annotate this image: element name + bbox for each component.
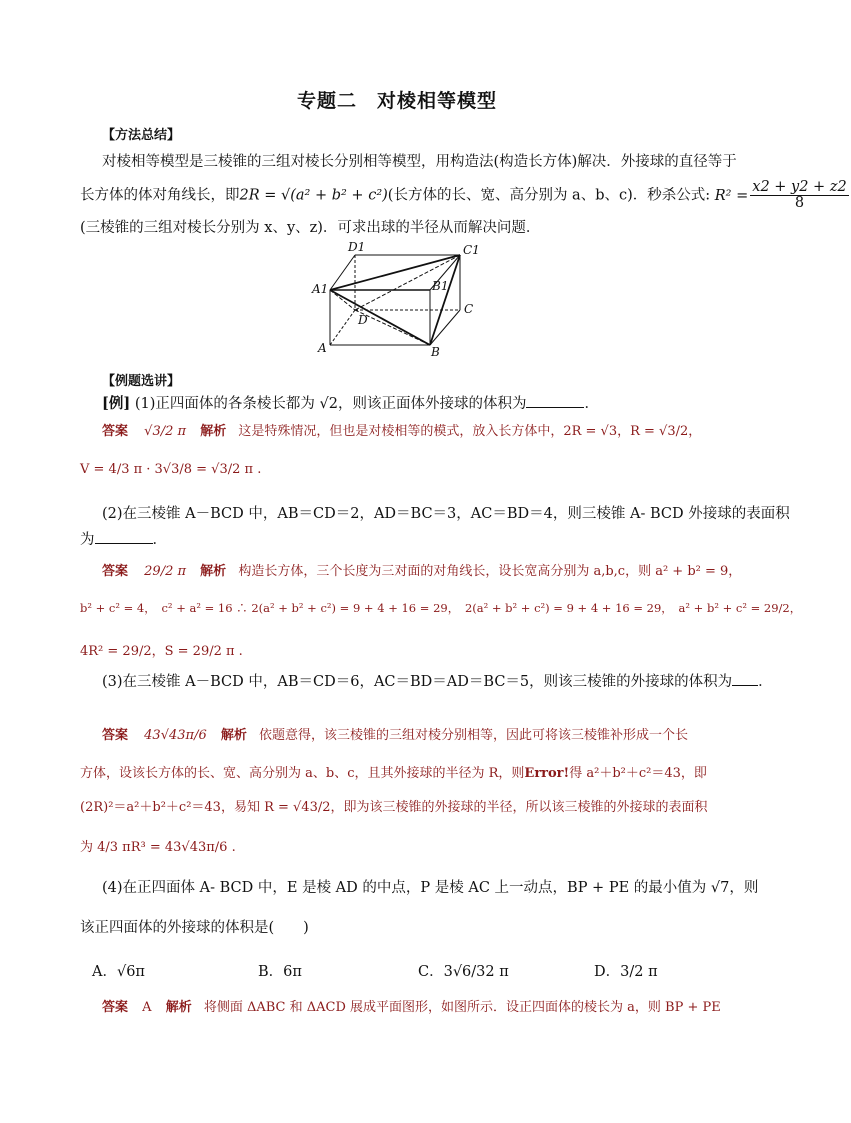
- method-line-2: [80, 180, 851, 211]
- q4-option-d[interactable]: D．3/2 π: [594, 964, 658, 980]
- q1-answer-line: [102, 420, 701, 439]
- q1-blank: [526, 393, 584, 408]
- q1-text: (1)正四面体的各条棱长都为 √2，则该正面体外接球的体积为: [134, 396, 527, 412]
- q4-stem-1: (4)在正四面体 A- BCD 中，E 是棱 AD 的中点，P 是棱 AC 上一动点，BP + PE 的最小值为 √7，则: [102, 880, 759, 896]
- label-C1: C1: [463, 243, 480, 257]
- q1-tag: [例]: [102, 395, 131, 412]
- label-D: D: [358, 313, 368, 327]
- q3-blank: [732, 671, 758, 686]
- q4-option-a[interactable]: A．√6π: [92, 964, 145, 980]
- formula-2R: 2R = √(a² + b² + c²): [239, 187, 388, 204]
- q2-blank: [95, 529, 153, 544]
- q2-analysis-2: b² + c² = 4， c² + a² = 16 ∴ 2(a² + b² + c²) = 9 + 4 + 16 = 29， 2(a² + b² + c²) = 9 + 4 + 16 = 29， a² + b² + c² = 29/2，: [80, 601, 802, 615]
- label-A1: A1: [312, 282, 329, 296]
- q1-analysis-label: 解析: [200, 424, 227, 439]
- q2-analysis-label: 解析: [200, 564, 227, 579]
- q1-analysis: 这是特殊情况，但也是对棱相等的模式，放入长方体中，2R = √3，R = √3/2，: [238, 424, 702, 439]
- formula-R2: [714, 179, 851, 212]
- method-line-1: 对棱相等模型是三棱锥的三组对棱长分别相等模型，用构造法(构造长方体)解决．外接球的直径等于: [102, 154, 737, 170]
- q3-analysis-3: (2R)²＝a²＋b²＋c²＝43，易知 R = √43/2，即为该三棱锥的外接球的半径，所以该三棱锥的外接球的表面积: [80, 800, 708, 815]
- q1-analysis-2: V = 4/3 π · 3√3/8 = √3/2 π .: [80, 462, 262, 477]
- q2-answer: 29/2 π: [144, 564, 187, 579]
- label-B1: B1: [432, 279, 449, 293]
- q2-analysis-3: 4R² = 29/2，S = 29/2 π .: [80, 644, 243, 659]
- q4-option-c[interactable]: C．3√6/32 π: [418, 964, 509, 980]
- q1-stem: [例] (1)正四面体的各条棱长都为 √2，则该正面体外接球的体积为 ．: [102, 395, 599, 412]
- q4-answer: A: [142, 1000, 152, 1015]
- q3-analysis-1: 依题意得，该三棱锥的三组对棱分别相等，因此可将该三棱锥补形成一个长: [259, 728, 689, 743]
- q1-answer-label: 答案: [102, 424, 129, 439]
- q4-answer-line: [102, 996, 721, 1015]
- q3-answer-label: 答案: [102, 728, 129, 743]
- q3-analysis-label: 解析: [220, 728, 247, 743]
- q2-answer-label: 答案: [102, 564, 129, 579]
- q4-analysis-label: 解析: [165, 1000, 192, 1015]
- formula-R2-num: x2 + y2 + z2: [752, 179, 847, 195]
- q3-analysis-4: 为 4/3 πR³ = 43√43π/6 .: [80, 840, 236, 855]
- q2-analysis-1: 构造长方体，三个长度为三对面的对角线长，设长宽高分别为 a,b,c，则 a² + b² = 9，: [238, 564, 742, 579]
- q3-analysis-2b: 得 a²＋b²＋c²＝43，即: [569, 766, 707, 781]
- q2-stem-1: (2)在三棱锥 A－BCD 中，AB＝CD＝2，AD＝BC＝3，AC＝BD＝4，则三棱锥 A- BCD 外接球的表面积: [102, 506, 790, 522]
- q3-answer: 43√43π/6: [144, 728, 207, 743]
- q3-answer-line: [102, 724, 688, 743]
- formula-R2-lhs: R² =: [714, 187, 749, 204]
- q4-stem-2: 该正四面体的外接球的体积是( ): [80, 920, 309, 936]
- method-line-2a: 长方体的体对角线长，即: [80, 187, 240, 204]
- q2-stem-2: 为 ．: [80, 528, 167, 549]
- method-heading: 【方法总结】: [102, 128, 181, 143]
- label-D1: D1: [348, 240, 366, 254]
- page-title: 专题二 对棱相等模型: [296, 90, 497, 112]
- examples-heading: 【例题选讲】: [102, 374, 181, 389]
- method-line-3: (三棱锥的三组对棱长分别为 x、y、z)．可求出球的半径从而解决问题．: [80, 220, 541, 236]
- q1-answer: √3/2 π: [144, 424, 187, 439]
- box-figure: [310, 240, 500, 360]
- q3-analysis-2a: 方体，设该长方体的长、宽、高分别为 a、b、c，且其外接球的半径为 R，则: [80, 766, 525, 781]
- method-line-2b: (长方体的长、宽、高分别为 a、b、c)．秒杀公式:: [387, 187, 711, 204]
- q3-analysis-2: [80, 762, 707, 781]
- label-C: C: [464, 302, 474, 316]
- label-A: A: [318, 341, 327, 355]
- q3-stem: (3)在三棱锥 A－BCD 中，AB＝CD＝6，AC＝BD＝AD＝BC＝5，则该三棱锥的外接球的体积为 ．: [102, 670, 773, 691]
- q4-analysis: 将侧面 ΔABC 和 ΔACD 展成平面图形，如图所示．设正四面体的棱长为 a，则 BP + PE: [203, 1000, 721, 1015]
- q2-stem-2-text: 为: [80, 532, 95, 548]
- q4-option-b[interactable]: B．6π: [258, 964, 302, 980]
- q3-text: (3)在三棱锥 A－BCD 中，AB＝CD＝6，AC＝BD＝AD＝BC＝5，则该三棱锥的外接球的体积为: [102, 674, 733, 690]
- q2-answer-line: [102, 560, 741, 579]
- label-B: B: [431, 345, 440, 359]
- q3-error: Error!: [524, 766, 570, 781]
- formula-R2-den: 8: [794, 195, 805, 212]
- q4-answer-label: 答案: [102, 1000, 129, 1015]
